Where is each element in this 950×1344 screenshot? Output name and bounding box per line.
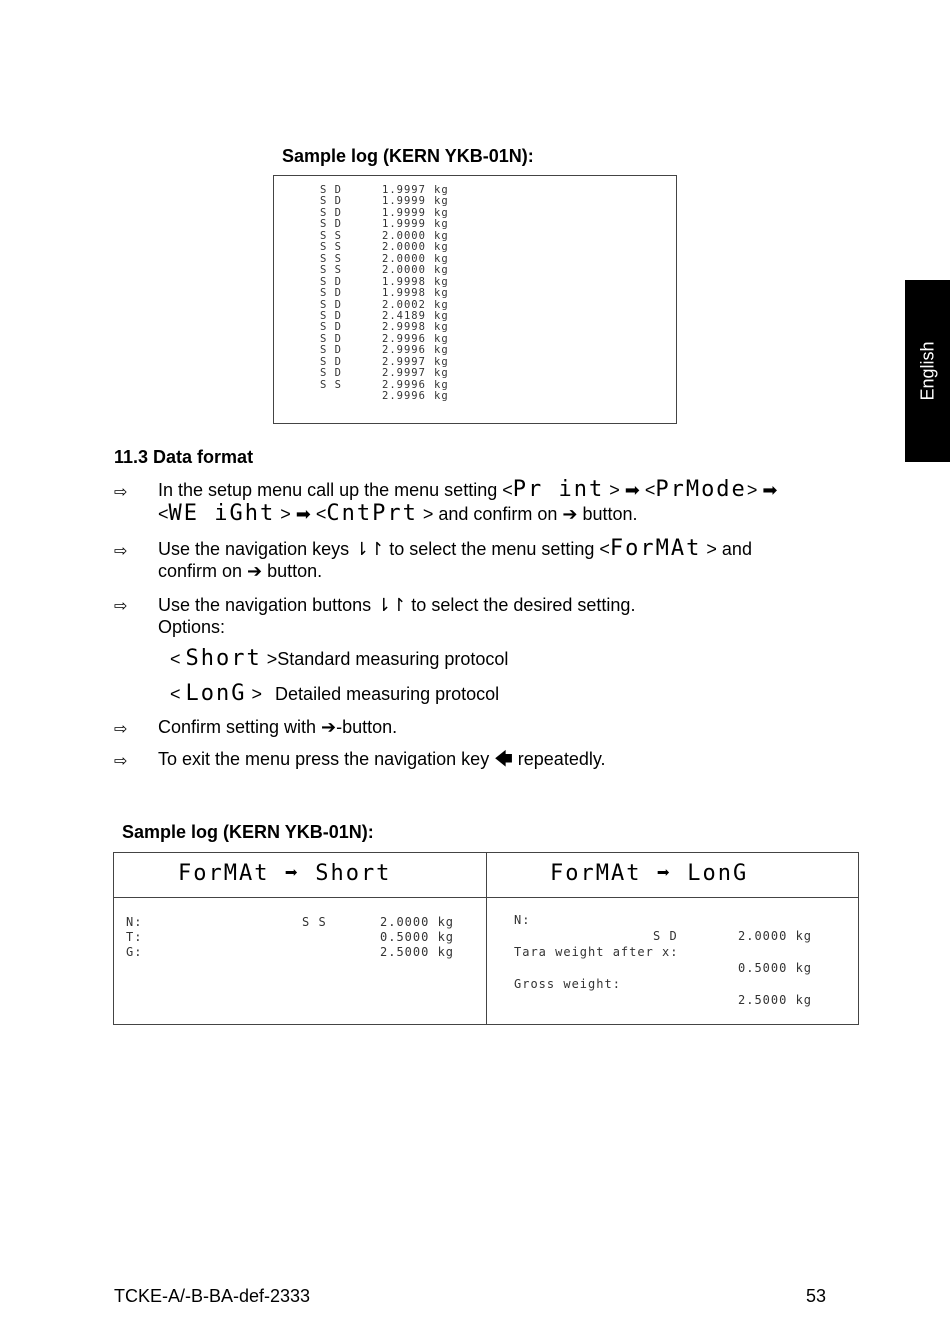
log-row-value: 1.9998: [382, 287, 426, 300]
step-3-text-a: Use the navigation buttons ⇂↾ to select the desired setting.: [158, 595, 636, 615]
log-row-value: 2.9996: [382, 332, 426, 345]
long-gross-value: 2.5000 kg: [738, 993, 813, 1007]
step-1-text-c: > ➡: [746, 480, 778, 500]
log-row-unit: kg: [434, 195, 449, 208]
step-3-options-label: Options:: [158, 617, 226, 637]
option-short-description: Standard measuring protocol: [277, 649, 509, 669]
long-tara-value: 0.5000 kg: [738, 961, 813, 975]
step-1-text-e: > ➡ <: [275, 504, 327, 524]
log-row-status: S S: [320, 378, 342, 391]
option-long-description: Detailed measuring protocol: [275, 684, 500, 704]
log-row-unit: kg: [434, 287, 449, 300]
segment-weight: WE iGht: [168, 501, 276, 526]
log-row-unit: kg: [434, 355, 449, 368]
log-row-status: S D: [320, 332, 342, 345]
step-1-arrow-icon: ⇨: [114, 484, 128, 501]
long-n-value: 2.0000 kg: [738, 929, 813, 943]
log-row-value: 2.4189: [382, 309, 426, 322]
log-row-value: 2.9996: [382, 344, 426, 357]
step-2-text-b: > and: [701, 539, 752, 559]
log-row-unit: kg: [434, 390, 449, 403]
step-4-arrow-icon: ⇨: [114, 721, 128, 738]
log-row-unit: kg: [434, 298, 449, 311]
format-comparison-table: [113, 852, 859, 1025]
log-row-unit: kg: [434, 332, 449, 345]
log-row-unit: kg: [434, 218, 449, 231]
log-row-unit: kg: [434, 241, 449, 254]
log-row-status: S D: [320, 218, 342, 231]
log-row-value: 2.0000: [382, 241, 426, 254]
step-5-arrow-icon: ⇨: [114, 753, 128, 770]
step-1-text-a: In the setup menu call up the menu setting <: [158, 480, 513, 500]
short-status: S S: [302, 915, 327, 929]
step-5: To exit the menu press the navigation key 🡄 repeatedly.: [158, 749, 606, 769]
log-row-status: S D: [320, 367, 342, 380]
sample-log-2-title: Sample log (KERN YKB-01N):: [122, 822, 374, 842]
log-row-value: 2.9996: [382, 378, 426, 391]
log-row-value: 2.0000: [382, 229, 426, 242]
log-row-status: S D: [320, 321, 342, 334]
log-row-unit: kg: [434, 264, 449, 277]
format-long-header: ForMAt ➡ LonG: [550, 861, 749, 886]
option-long-lt: <: [170, 684, 181, 704]
log-row: [320, 345, 449, 356]
option-long: [170, 683, 770, 705]
long-n-label: N:: [514, 913, 531, 927]
footer-doc-id: TCKE-A/-B-BA-def-2333: [114, 1286, 311, 1306]
log-row-status: S D: [320, 309, 342, 322]
log-row-unit: kg: [434, 229, 449, 242]
log-row-status: S D: [320, 184, 342, 196]
log-row-status: S S: [320, 229, 342, 242]
log-row-value: 2.0000: [382, 264, 426, 277]
step-2-text-c: confirm on ➔ button.: [158, 561, 323, 581]
log-row: [320, 265, 449, 276]
step-2-arrow-icon: ⇨: [114, 543, 128, 560]
segment-prmode: PrMode: [655, 477, 747, 502]
short-labels: N: T: G:: [126, 915, 143, 959]
log-row-status: S D: [320, 275, 342, 288]
segment-format: ForMAt: [609, 536, 702, 561]
log-row-status: S D: [320, 206, 342, 219]
format-short-header: ForMAt ➡ Short: [178, 861, 392, 886]
table-divider-horizontal: [114, 897, 858, 898]
log-row-value: 1.9997: [382, 184, 426, 196]
log-row-status: S S: [320, 241, 342, 254]
log-row-value: 2.9996: [382, 390, 426, 403]
step-3: [158, 594, 858, 638]
segment-print: Pr int: [512, 477, 605, 502]
log-row-status: S D: [320, 298, 342, 311]
option-short: [170, 648, 770, 670]
step-1-text-b: > ➡ <: [604, 480, 656, 500]
table-divider-vertical: [486, 853, 487, 1024]
log-row-unit: kg: [434, 206, 449, 219]
log-row-value: 1.9999: [382, 218, 426, 231]
step-1: [158, 479, 858, 525]
long-gross-label: Gross weight:: [514, 977, 621, 991]
log-row-unit: kg: [434, 184, 449, 196]
short-values: 2.0000 kg 0.5000 kg 2.5000 kg: [380, 915, 455, 959]
step-4: Confirm setting with ➔-button.: [158, 717, 398, 737]
log-row-value: 2.0002: [382, 298, 426, 311]
log-row: [320, 391, 449, 402]
step-1-text-f: > and confirm on ➔ button.: [417, 504, 638, 524]
segment-cntprt: CntPrt: [326, 501, 418, 526]
language-tab-label: English: [917, 341, 937, 401]
language-tab: [905, 280, 950, 462]
segment-short: Short: [185, 646, 262, 671]
option-short-lt: <: [170, 649, 181, 669]
log-row-value: 2.9997: [382, 355, 426, 368]
option-short-gt: >: [261, 649, 278, 669]
long-status: S D: [653, 929, 678, 943]
log-row-value: 2.9997: [382, 367, 426, 380]
log-row-value: 2.0000: [382, 252, 426, 265]
log-row-unit: kg: [434, 275, 449, 288]
log-row-value: 1.9999: [382, 206, 426, 219]
segment-long: LonG: [185, 681, 247, 706]
long-tara-label: Tara weight after x:: [514, 945, 679, 959]
log-row-status: S D: [320, 355, 342, 368]
option-long-gt: >: [246, 684, 263, 704]
log-row-unit: kg: [434, 309, 449, 322]
step-2-text-a: Use the navigation keys ⇂↾ to select the menu setting <: [158, 539, 610, 559]
log-row-value: 1.9998: [382, 275, 426, 288]
step-2: [158, 538, 858, 582]
log-row-status: S D: [320, 287, 342, 300]
section-heading: 11.3 Data format: [114, 447, 254, 467]
log-row-value: 1.9999: [382, 195, 426, 208]
sample-log-1-title: Sample log (KERN YKB-01N):: [282, 146, 534, 166]
log-row-unit: kg: [434, 367, 449, 380]
log-row: [320, 288, 449, 299]
step-3-arrow-icon: ⇨: [114, 598, 128, 615]
log-row-unit: kg: [434, 321, 449, 334]
log-row-unit: kg: [434, 378, 449, 391]
log-row-status: S S: [320, 264, 342, 277]
sample-log-1-box: [273, 175, 677, 424]
log-row: [320, 368, 449, 379]
step-1-text-d: <: [158, 504, 169, 524]
log-row-status: S S: [320, 252, 342, 265]
footer-page-number: 53: [806, 1286, 827, 1306]
log-row-status: S D: [320, 195, 342, 208]
log-row-status: S D: [320, 344, 342, 357]
log-row-unit: kg: [434, 344, 449, 357]
log-row: [320, 242, 449, 253]
log-row-unit: kg: [434, 252, 449, 265]
log-row-value: 2.9998: [382, 321, 426, 334]
